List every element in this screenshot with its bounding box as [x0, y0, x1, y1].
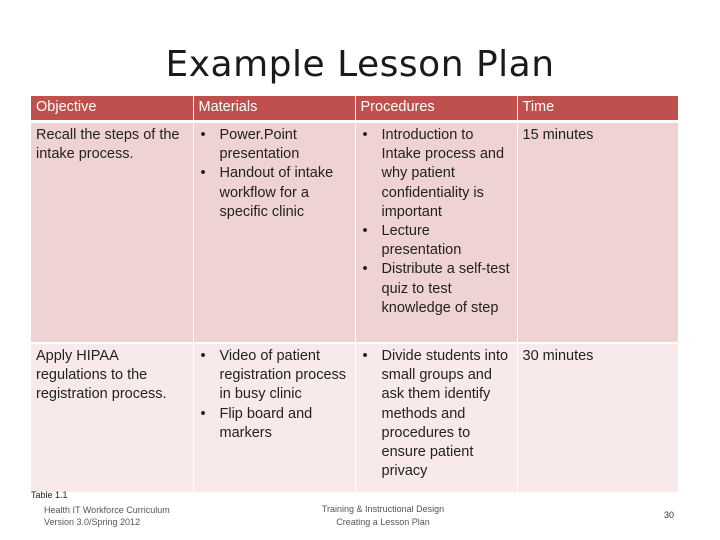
materials-cell [193, 343, 355, 493]
materials-cell [193, 122, 355, 344]
list-item: • Power.Point presentation [199, 126, 350, 164]
footer-curriculum-name: Health IT Workforce Curriculum [44, 505, 170, 515]
objective-cell: Recall the steps of the intake process. [31, 122, 193, 344]
list-item: • Flip board and markers [199, 405, 350, 443]
list-item: • Handout of intake workflow for a specific clinic [199, 164, 350, 222]
time-cell: 15 minutes [517, 122, 678, 344]
procedures-cell [355, 122, 517, 344]
header-materials: Materials [193, 96, 355, 122]
table-header-row [31, 96, 678, 122]
footer-course [283, 503, 483, 529]
list-item: • Lecture presentation [361, 222, 512, 260]
footer-curriculum [44, 504, 170, 528]
list-item: • Divide students into small groups and ask them identify methods and procedures to ensure patient privacy [361, 347, 512, 481]
procedures-cell [355, 343, 517, 493]
list-item: • Video of patient registration process in busy clinic [199, 347, 350, 405]
header-procedures: Procedures [355, 96, 517, 122]
header-time: Time [517, 96, 678, 122]
table-caption: Table 1.1 [31, 490, 68, 500]
page-number: 30 [664, 510, 675, 520]
table-row [31, 343, 678, 493]
list-item: • Distribute a self-test quiz to test knowledge of step [361, 260, 512, 318]
lesson-plan-table [31, 96, 678, 494]
list-item: • Introduction to Intake process and why patient confidentiality is important [361, 126, 512, 222]
objective-cell: Apply HIPAA regulations to the registration process. [31, 343, 193, 493]
slide-title: Example Lesson Plan [165, 44, 555, 85]
header-objective: Objective [31, 96, 193, 122]
footer-version: Version 3.0/Spring 2012 [44, 517, 141, 527]
footer-course-name: Training & Instructional Design [321, 504, 445, 514]
table-row [31, 122, 678, 344]
time-cell: 30 minutes [517, 343, 678, 493]
footer-lesson-name: Creating a Lesson Plan [336, 517, 430, 527]
